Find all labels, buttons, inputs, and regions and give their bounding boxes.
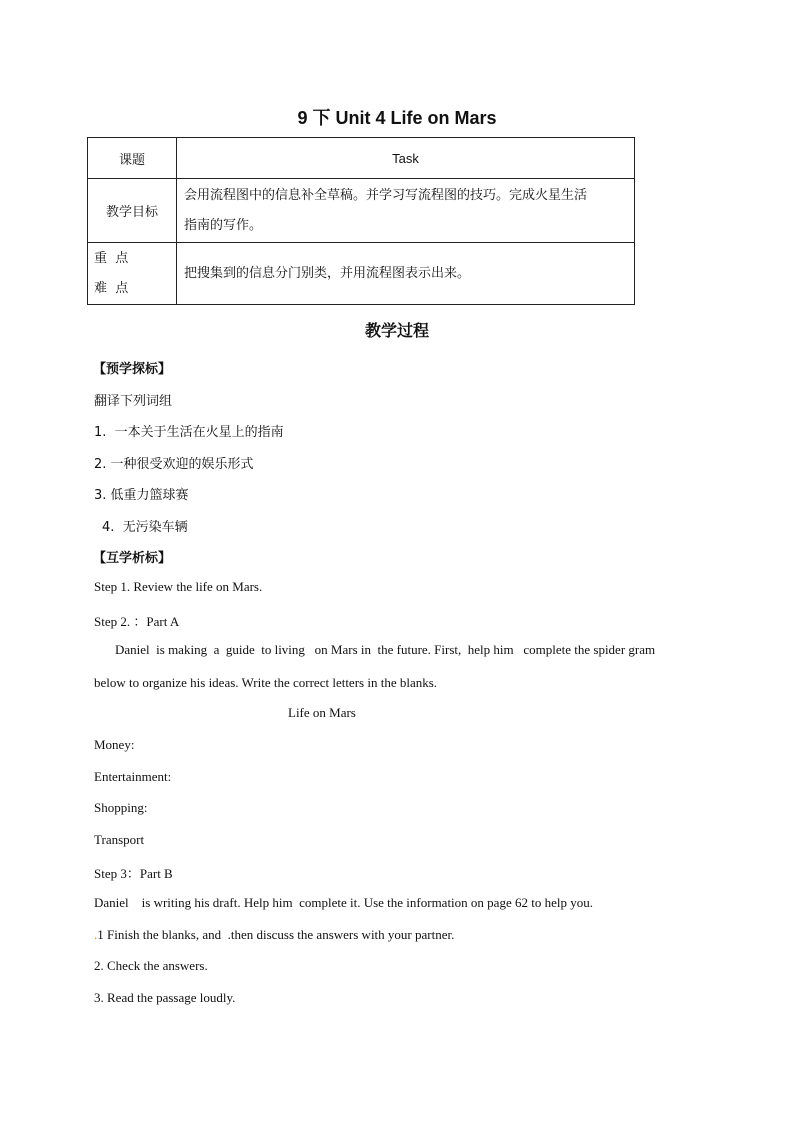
diagram-title: Life on Mars	[288, 705, 356, 720]
topic-row	[88, 138, 635, 179]
step-1: Step 1. Review the life on Mars.	[94, 579, 263, 594]
step-2: Step 2. ：Part A	[94, 614, 180, 629]
goal-line-2: 指南的写作。	[184, 217, 263, 233]
section-title: 教学过程	[364, 321, 429, 340]
goal-row	[88, 179, 635, 243]
key-point-row	[88, 243, 635, 305]
list-item: 4. 无污染车辆	[102, 520, 188, 535]
field-shopping: Shopping:	[94, 800, 148, 815]
field-entertainment: Entertainment:	[94, 769, 172, 784]
topic-label: 课题	[88, 138, 177, 179]
key-point-label	[88, 243, 177, 305]
field-money: Money:	[94, 737, 135, 752]
goal-line-1: 会用流程图中的信息补全草稿。并学习写流程图的技巧。完成火星生活	[184, 187, 588, 203]
field-transport: Transport	[94, 832, 145, 847]
page-title: 9 下 Unit 4 Life on Mars	[297, 108, 497, 128]
preview-heading: 【预学探标】	[93, 362, 172, 377]
preview-instruction: 翻译下列词组	[94, 394, 173, 409]
part-a-paragraph-line-1: Daniel is making a guide to living on Mars in the future. First, help him complete the spider gram	[115, 642, 656, 657]
goal-value	[177, 179, 635, 243]
topic-value: Task	[177, 138, 635, 179]
mutual-heading: 【互学析标】	[93, 551, 172, 566]
step-3-text: Daniel is writing his draft. Help him complete it. Use the information on page 62 to help you.	[94, 895, 593, 910]
lesson-info-table	[87, 137, 635, 305]
task-1	[94, 927, 454, 943]
task-2: 2. Check the answers.	[94, 958, 208, 973]
key-point-value: 把搜集到的信息分门别类，并用流程图表示出来。	[177, 243, 635, 305]
task-1-text: 1 Finish the blanks, and .then discuss the answers with your partner.	[97, 927, 455, 942]
key-label-2: 难 点	[94, 280, 129, 296]
step-3: Step 3：Part B	[94, 866, 173, 881]
list-item: 1. 一本关于生活在火星上的指南	[94, 425, 284, 440]
list-item: 2. 一种很受欢迎的娱乐形式	[94, 457, 254, 472]
task-3: 3. Read the passage loudly.	[94, 990, 236, 1005]
task-1-mark: .	[94, 927, 98, 942]
key-label-1: 重 点	[94, 250, 129, 266]
list-item: 3. 低重力篮球赛	[94, 488, 189, 503]
goal-label: 教学目标	[88, 179, 177, 243]
part-a-paragraph-line-2: below to organize his ideas. Write the correct letters in the blanks.	[94, 675, 438, 690]
